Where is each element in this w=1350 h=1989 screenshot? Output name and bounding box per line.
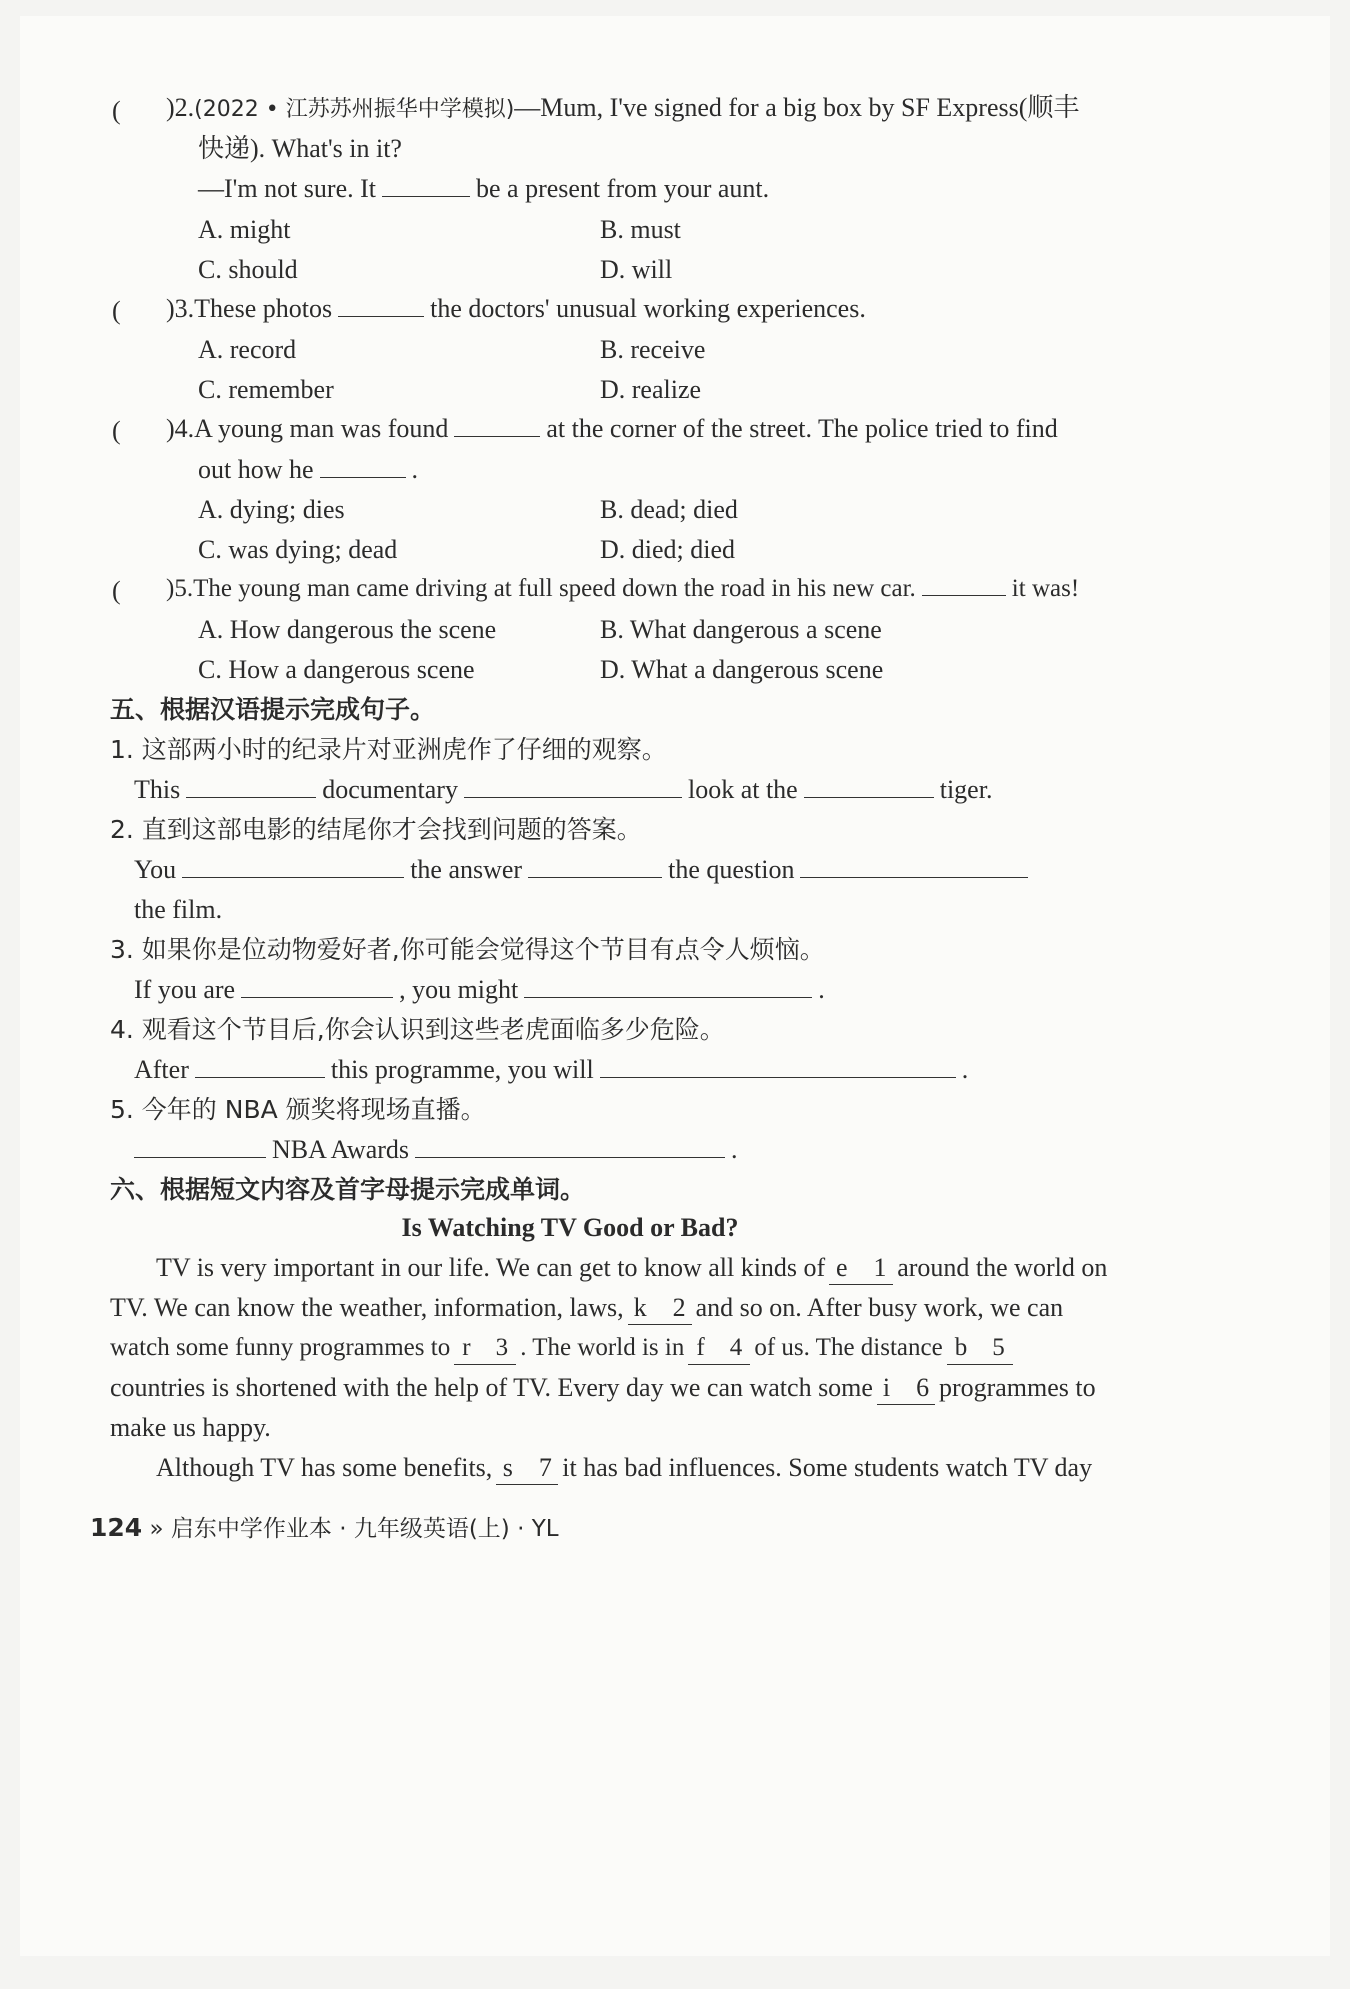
sentence-part: this programme, you will [330, 1055, 594, 1084]
answer-blank[interactable] [454, 414, 540, 437]
translation-4-answer [134, 1054, 968, 1086]
option-b: B. must [600, 215, 681, 244]
option-d: D. What a dangerous scene [600, 655, 884, 684]
sentence-part: , you might [399, 975, 519, 1004]
answer-blank[interactable] [320, 455, 406, 478]
question-number: )3. [166, 294, 195, 323]
question-number: )5. [166, 575, 194, 602]
question-text: at the corner of the street. The police tried to find [546, 414, 1058, 443]
answer-blank[interactable] [195, 1055, 325, 1078]
book-title: 启东中学作业本 · 九年级英语(上) · YL [170, 1516, 559, 1542]
first-letter: s [502, 1453, 513, 1482]
blank-number: 3 [495, 1334, 509, 1361]
answer-blank[interactable] [415, 1135, 725, 1158]
sentence-part: . [731, 1135, 738, 1164]
worksheet-page [20, 16, 1330, 1956]
question-text: —I'm not sure. It [198, 174, 376, 203]
passage-title: Is Watching TV Good or Bad? [401, 1213, 739, 1242]
translation-2-prompt: 2. 直到这部电影的结尾你才会找到问题的答案。 [110, 815, 642, 844]
passage-text: and so on. After busy work, we can [695, 1293, 1064, 1322]
sentence-part: After [134, 1055, 189, 1084]
sentence-part: NBA Awards [272, 1135, 410, 1164]
question-source: (2022 • 江苏苏州振华中学模拟) [194, 97, 515, 122]
option-b: B. receive [600, 335, 706, 364]
section-5-heading: 五、根据汉语提示完成句子。 [110, 695, 436, 724]
answer-blank[interactable] [804, 775, 934, 798]
answer-blank[interactable] [524, 975, 812, 998]
blank-7[interactable] [496, 1452, 558, 1485]
answer-blank[interactable] [800, 855, 1028, 878]
question-text: . [411, 455, 419, 484]
option-a: A. How dangerous the scene [198, 615, 497, 644]
passage-line-6 [156, 1452, 1092, 1485]
translation-1-answer [134, 774, 992, 806]
option-b: B. What dangerous a scene [600, 615, 882, 644]
blank-number: 1 [873, 1253, 887, 1282]
option-d: D. will [600, 255, 673, 284]
option-a: A. record [198, 335, 297, 364]
passage-text: it has bad influences. Some students watch TV day [562, 1453, 1093, 1482]
answer-paren[interactable]: ( [112, 576, 121, 605]
chevron-right-icon: » [149, 1516, 164, 1542]
answer-paren[interactable]: ( [112, 416, 121, 445]
question-3-line1 [166, 293, 866, 325]
blank-5[interactable] [947, 1332, 1013, 1365]
blank-number: 6 [916, 1373, 930, 1402]
page-footer [90, 1510, 559, 1543]
blank-4[interactable] [688, 1332, 750, 1365]
option-d: D. realize [600, 375, 702, 404]
answer-blank[interactable] [464, 775, 682, 798]
answer-blank[interactable] [338, 294, 424, 317]
question-2-line3 [198, 173, 769, 205]
option-c: C. was dying; dead [198, 535, 398, 564]
question-2-line2: 快递). What's in it? [198, 134, 402, 163]
first-letter: f [696, 1334, 705, 1361]
question-text: the doctors' unusual working experiences. [430, 294, 866, 323]
question-number: )4. [166, 414, 195, 443]
question-5-line1 [166, 573, 1079, 605]
page-number: 124 [90, 1513, 143, 1542]
translation-3-prompt: 3. 如果你是位动物爱好者,你可能会觉得这个节目有点令人烦恼。 [110, 935, 825, 964]
answer-blank[interactable] [600, 1055, 956, 1078]
section-6-heading: 六、根据短文内容及首字母提示完成单词。 [110, 1175, 586, 1204]
answer-paren[interactable]: ( [112, 296, 121, 325]
blank-1[interactable] [829, 1252, 893, 1285]
blank-number: 4 [729, 1334, 743, 1361]
first-letter: e [835, 1253, 848, 1282]
translation-1-prompt: 1. 这部两小时的纪录片对亚洲虎作了仔细的观察。 [110, 735, 667, 764]
answer-blank[interactable] [382, 174, 470, 197]
first-letter: r [462, 1334, 471, 1361]
passage-text: watch some funny programmes to [110, 1334, 451, 1361]
first-letter: k [633, 1293, 647, 1322]
answer-blank[interactable] [922, 573, 1006, 596]
passage-line-3 [110, 1332, 1017, 1365]
sentence-part: This [134, 775, 181, 804]
translation-2-cont: the film. [134, 895, 223, 924]
question-text: —Mum, I've signed for a big box by SF Express(顺丰 [514, 93, 1080, 122]
blank-3[interactable] [454, 1332, 516, 1365]
option-c: C. should [198, 255, 298, 284]
passage-text: countries is shortened with the help of TV. Every day we can watch some [110, 1373, 873, 1402]
answer-blank[interactable] [134, 1135, 266, 1158]
answer-blank[interactable] [241, 975, 393, 998]
option-a: A. might [198, 215, 291, 244]
blank-number: 5 [992, 1334, 1005, 1361]
translation-3-answer [134, 974, 825, 1006]
option-b: B. dead; died [600, 495, 738, 524]
sentence-part: look at the [687, 775, 798, 804]
option-a: A. dying; dies [198, 495, 345, 524]
passage-line-5: make us happy. [110, 1413, 271, 1442]
question-text: out how he [198, 455, 314, 484]
question-text: it was! [1011, 575, 1080, 602]
sentence-part: documentary [322, 775, 458, 804]
question-text: be a present from your aunt. [476, 174, 770, 203]
passage-text: Although TV has some benefits, [156, 1453, 493, 1482]
passage-text: . The world is in [520, 1334, 685, 1361]
question-number: )2. [166, 93, 195, 122]
blank-number: 7 [538, 1453, 552, 1482]
blank-number: 2 [672, 1293, 686, 1322]
blank-6[interactable] [877, 1372, 935, 1405]
translation-4-prompt: 4. 观看这个节目后,你会认识到这些老虎面临多少危险。 [110, 1015, 725, 1044]
sentence-part: You [134, 855, 177, 884]
answer-blank[interactable] [528, 855, 662, 878]
passage-text: TV is very important in our life. We can get to know all kinds of [156, 1253, 826, 1282]
passage-line-4 [110, 1372, 1096, 1405]
translation-2-answer [134, 854, 1034, 886]
translation-5-answer [128, 1134, 738, 1166]
blank-2[interactable] [628, 1292, 692, 1325]
sentence-part: tiger. [939, 775, 993, 804]
sentence-part: . [818, 975, 825, 1004]
option-d: D. died; died [600, 535, 736, 564]
answer-paren[interactable]: ( [112, 96, 121, 125]
option-c: C. remember [198, 375, 334, 404]
sentence-part: . [961, 1055, 969, 1084]
sentence-part: the question [668, 855, 795, 884]
question-4-line1 [166, 413, 1058, 445]
option-c: C. How a dangerous scene [198, 655, 475, 684]
question-text: These photos [194, 294, 333, 323]
first-letter: b [954, 1334, 968, 1361]
passage-text: TV. We can know the weather, information, laws, [110, 1293, 624, 1322]
first-letter: i [882, 1373, 891, 1402]
passage-text: of us. The distance [754, 1334, 943, 1361]
question-2-line1 [166, 92, 1079, 126]
sentence-part: the answer [410, 855, 523, 884]
translation-5-prompt: 5. 今年的 NBA 颁奖将现场直播。 [110, 1095, 486, 1124]
sentence-part: If you are [134, 975, 236, 1004]
passage-line-1 [156, 1252, 1107, 1285]
passage-line-2 [110, 1292, 1063, 1325]
question-text: The young man came driving at full speed down the road in his new car. [193, 575, 916, 602]
answer-blank[interactable] [182, 855, 404, 878]
passage-text: around the world on [897, 1253, 1108, 1282]
question-4-line2 [198, 454, 418, 486]
passage-text: programmes to [938, 1373, 1096, 1402]
question-text: A young man was found [194, 414, 449, 443]
answer-blank[interactable] [186, 775, 316, 798]
